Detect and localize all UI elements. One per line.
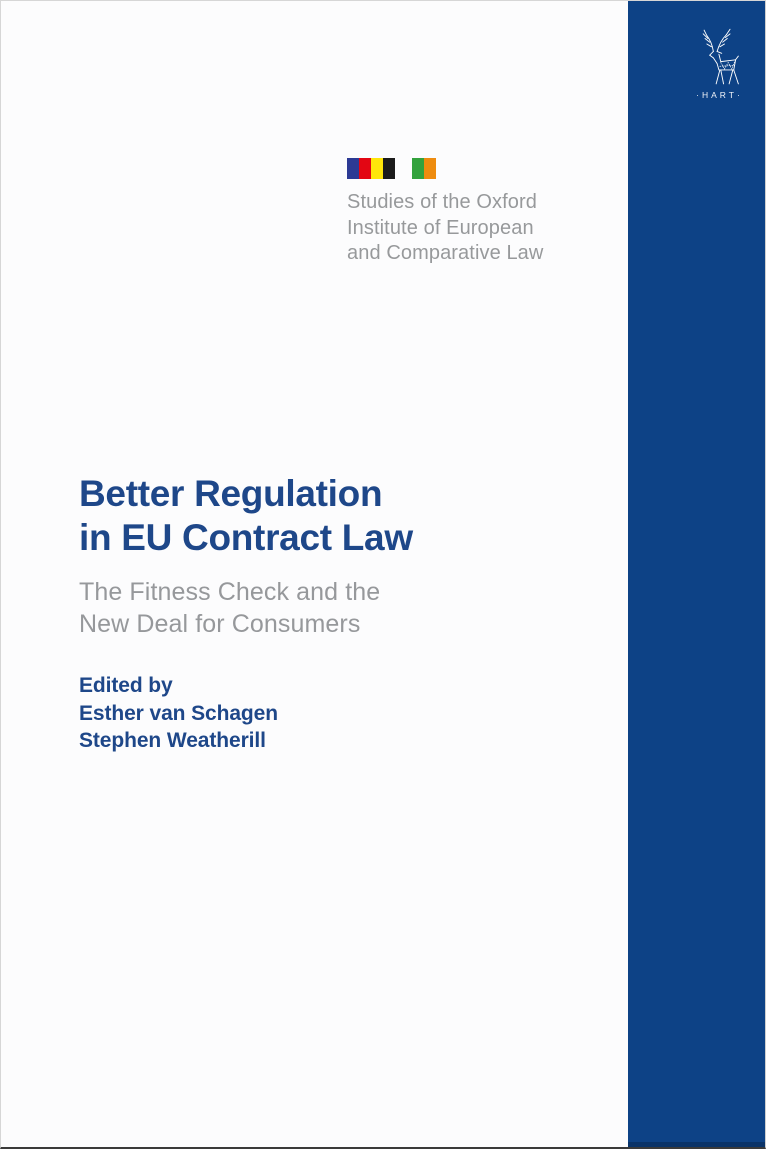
- book-subtitle-line: The Fitness Check and the: [79, 578, 381, 606]
- publisher-logo: [691, 27, 745, 100]
- publisher-name: ·HART·: [696, 90, 743, 100]
- editors-block: [79, 672, 278, 755]
- book-title-line: in EU Contract Law: [79, 517, 413, 558]
- series-block: [347, 158, 543, 267]
- stag-icon: [693, 27, 743, 87]
- editor-name: Stephen Weatherill: [79, 729, 266, 752]
- book-title-line: Better Regulation: [79, 473, 383, 514]
- book-title: [79, 472, 413, 560]
- series-bar-yellow: [371, 158, 383, 179]
- series-title-line: Studies of the Oxford: [347, 191, 537, 213]
- series-title: [347, 190, 543, 267]
- publisher-band: [628, 1, 765, 1147]
- series-logo: [347, 158, 543, 179]
- series-bar-blue: [347, 158, 359, 179]
- series-bar-green: [412, 158, 424, 179]
- title-block: [79, 472, 413, 640]
- book-subtitle: [79, 576, 413, 640]
- editor-name: Esther van Schagen: [79, 701, 278, 725]
- series-bar-red: [359, 158, 371, 179]
- edited-by-label: Edited by: [79, 674, 173, 697]
- series-title-line: Institute of European: [347, 216, 534, 239]
- series-bar-black: [383, 158, 395, 179]
- series-bar-gap: [395, 158, 412, 179]
- series-bar-orange: [424, 158, 436, 179]
- book-subtitle-line: New Deal for Consumers: [79, 610, 361, 638]
- series-title-line: and Comparative Law: [347, 242, 544, 264]
